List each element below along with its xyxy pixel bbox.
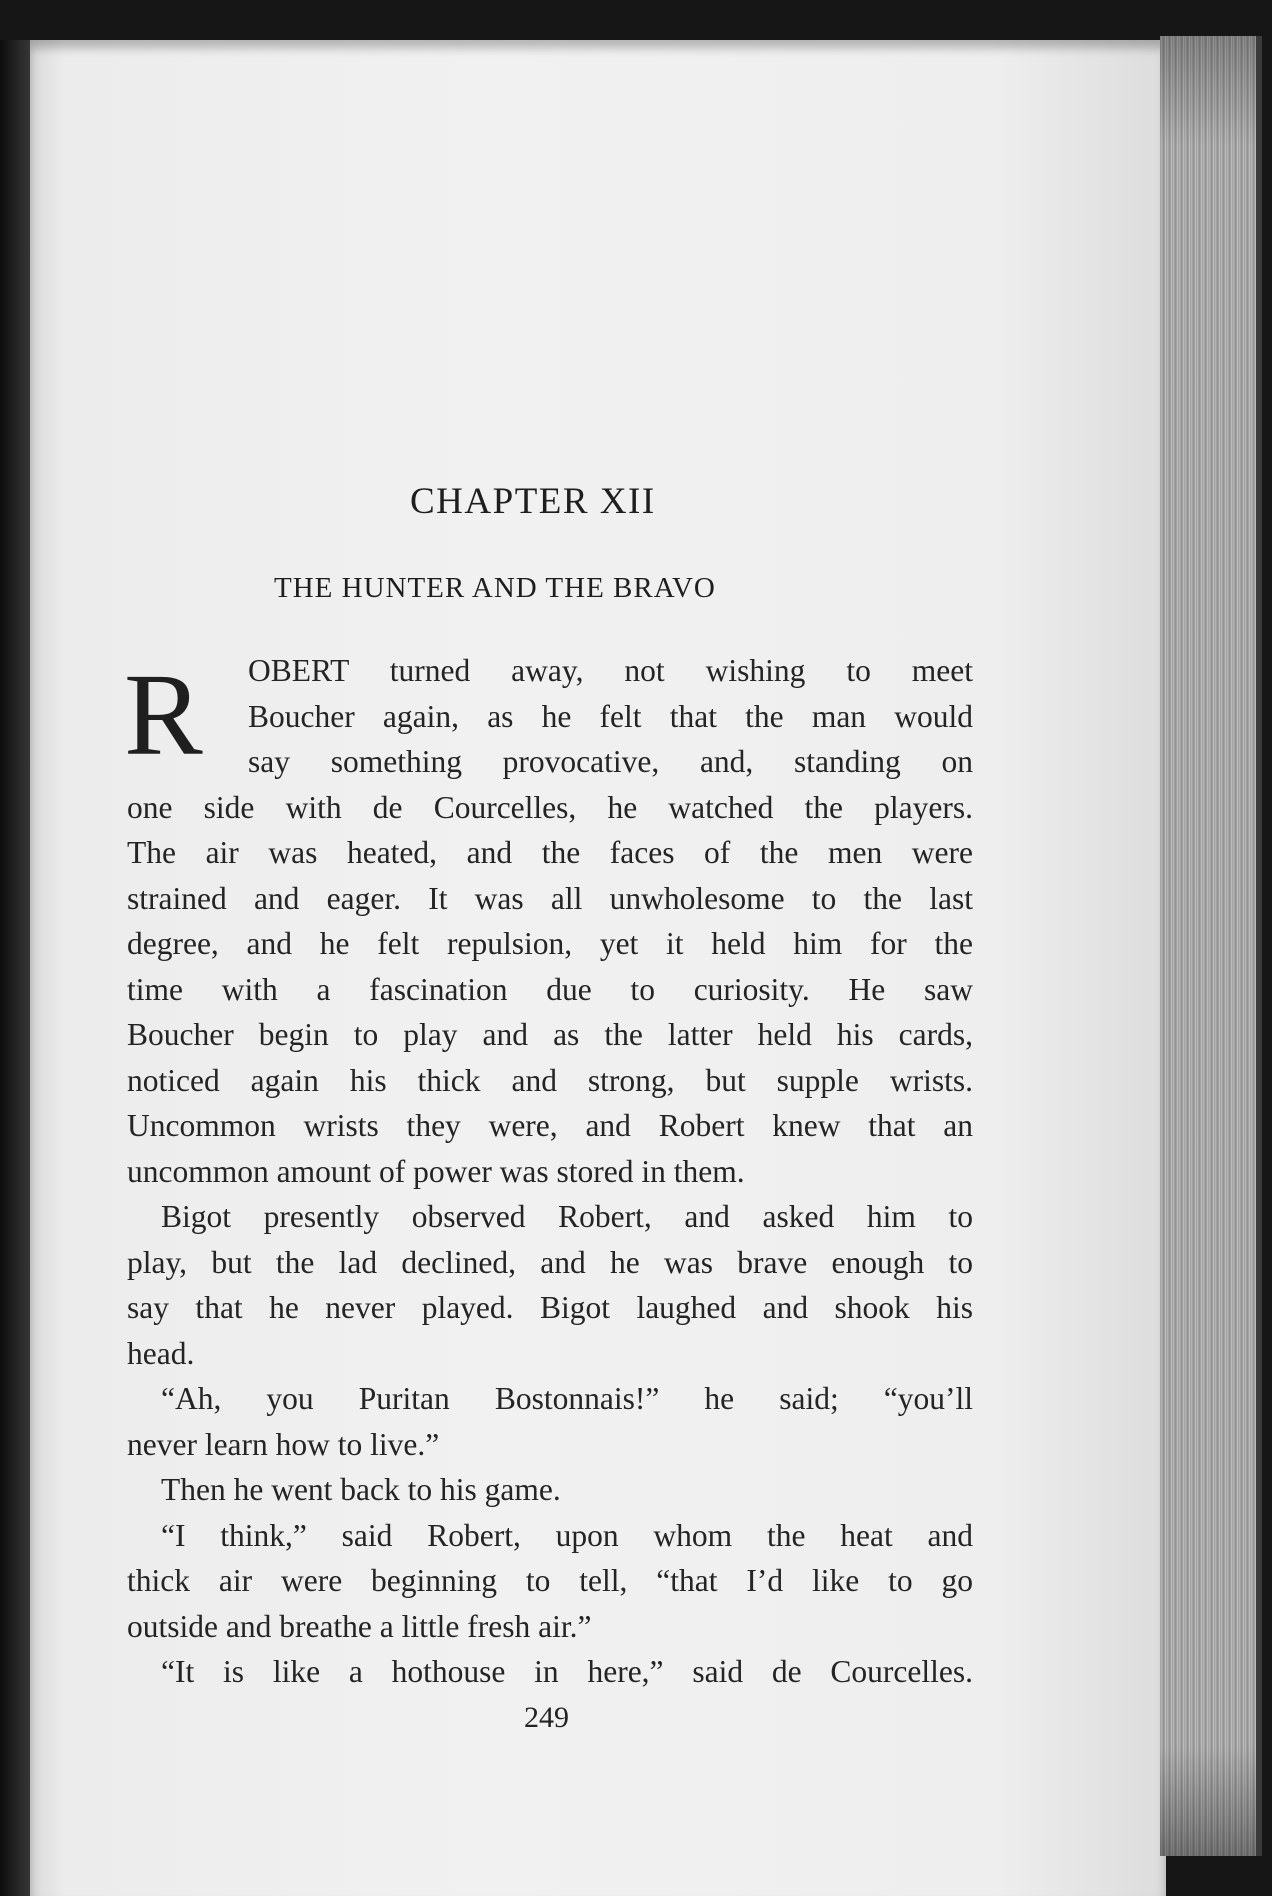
text-line: “Ah, you Puritan Bostonnais!” he said; “you’ll	[161, 1381, 973, 1416]
text-line: The air was heated, and the faces of the men were	[127, 835, 973, 870]
paragraph-1	[124, 648, 973, 785]
text-line: head.	[127, 1335, 195, 1371]
page-number: 249	[524, 1701, 569, 1734]
text-line: say something provocative, and, standing on	[248, 744, 973, 779]
text-line: Bigot presently observed Robert, and asked him to	[161, 1199, 973, 1234]
page-edges	[1160, 36, 1262, 1856]
text-line: Boucher again, as he felt that the man would	[248, 698, 973, 734]
text-line: degree, and he felt repulsion, yet it held him for the	[127, 926, 973, 961]
paragraph-4	[127, 1467, 973, 1513]
text-line: time with a fascination due to curiosity. He saw	[127, 971, 973, 1007]
paragraph-6	[127, 1649, 973, 1695]
text-line: Uncommon wrists they were, and Robert knew that an	[127, 1108, 973, 1143]
text-line: say that he never played. Bigot laughed and shook his	[127, 1290, 973, 1325]
text-line: play, but the lad declined, and he was brave enough to	[127, 1244, 973, 1280]
paragraph-2	[127, 1194, 973, 1376]
paragraph-5	[127, 1513, 973, 1650]
paragraph-3	[127, 1376, 973, 1467]
text-line: OBERT turned away, not wishing to meet	[248, 653, 973, 688]
text-line: never learn how to live.”	[127, 1426, 440, 1462]
text-line: outside and breathe a little fresh air.”	[127, 1608, 592, 1644]
text-line: “It is like a hothouse in here,” said de Courcelles.	[161, 1654, 973, 1689]
text-line: thick air were beginning to tell, “that I’d like to go	[127, 1563, 973, 1598]
text-line: Boucher begin to play and as the latter held his cards,	[127, 1017, 973, 1052]
binding-edge	[0, 40, 34, 1896]
text-line: noticed again his thick and strong, but supple wrists.	[127, 1062, 973, 1098]
chapter-title: THE HUNTER AND THE BRAVO	[274, 572, 716, 604]
paragraph-1-continued	[127, 785, 973, 1195]
text-line: Then he went back to his game.	[161, 1472, 561, 1507]
book-page	[30, 40, 1166, 1896]
drop-cap: R	[124, 649, 203, 780]
text-line: “I think,” said Robert, upon whom the heat and	[161, 1517, 973, 1553]
chapter-number: CHAPTER XII	[410, 481, 656, 522]
text-line: uncommon amount of power was stored in them.	[127, 1153, 745, 1189]
text-line: one side with de Courcelles, he watched the players.	[127, 789, 973, 825]
chapter-body	[124, 648, 973, 1695]
text-line: strained and eager. It was all unwholesome to the last	[127, 880, 973, 916]
